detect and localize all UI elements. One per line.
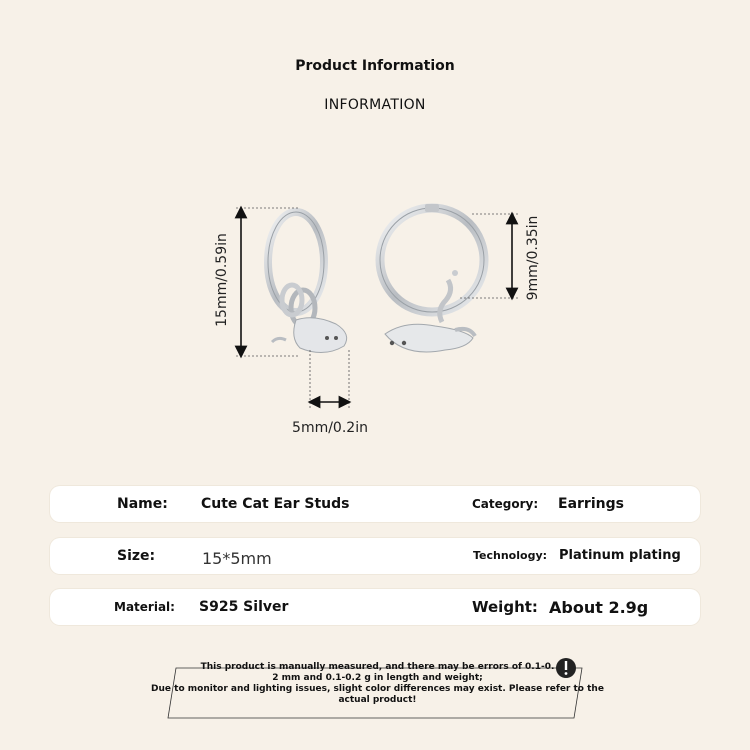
inner-label: 9mm/0.35in (525, 215, 541, 301)
name-label: Name: (117, 496, 168, 512)
category-label: Category: (472, 497, 539, 511)
page-title: Product Information (295, 58, 455, 74)
height-label: 15mm/0.59in (214, 233, 230, 327)
width-label: 5mm/0.2in (292, 420, 368, 436)
page-subtitle: INFORMATION (324, 97, 426, 113)
notice-text (150, 662, 605, 706)
notice-line-1: This product is manually measured, and there may be errors of 0.1-0. (200, 662, 555, 672)
weight-value: About 2.9g (549, 598, 649, 617)
notice-line-4: actual product! (338, 695, 417, 705)
size-label: Size: (117, 548, 156, 564)
material-label: Material: (114, 600, 175, 614)
notice-line-3: Due to monitor and lighting issues, slight color differences may exist. Please refer to the (151, 684, 604, 694)
material-value: S925 Silver (199, 599, 289, 615)
technology-label: Technology: (473, 549, 548, 562)
technology-value: Platinum plating (559, 548, 681, 563)
weight-label: Weight: (472, 598, 538, 616)
name-value: Cute Cat Ear Studs (201, 496, 350, 512)
notice-line-2: 2 mm and 0.1-0.2 g in length and weight; (272, 673, 483, 683)
size-value: 15*5mm (202, 549, 272, 568)
category-value: Earrings (558, 496, 624, 512)
